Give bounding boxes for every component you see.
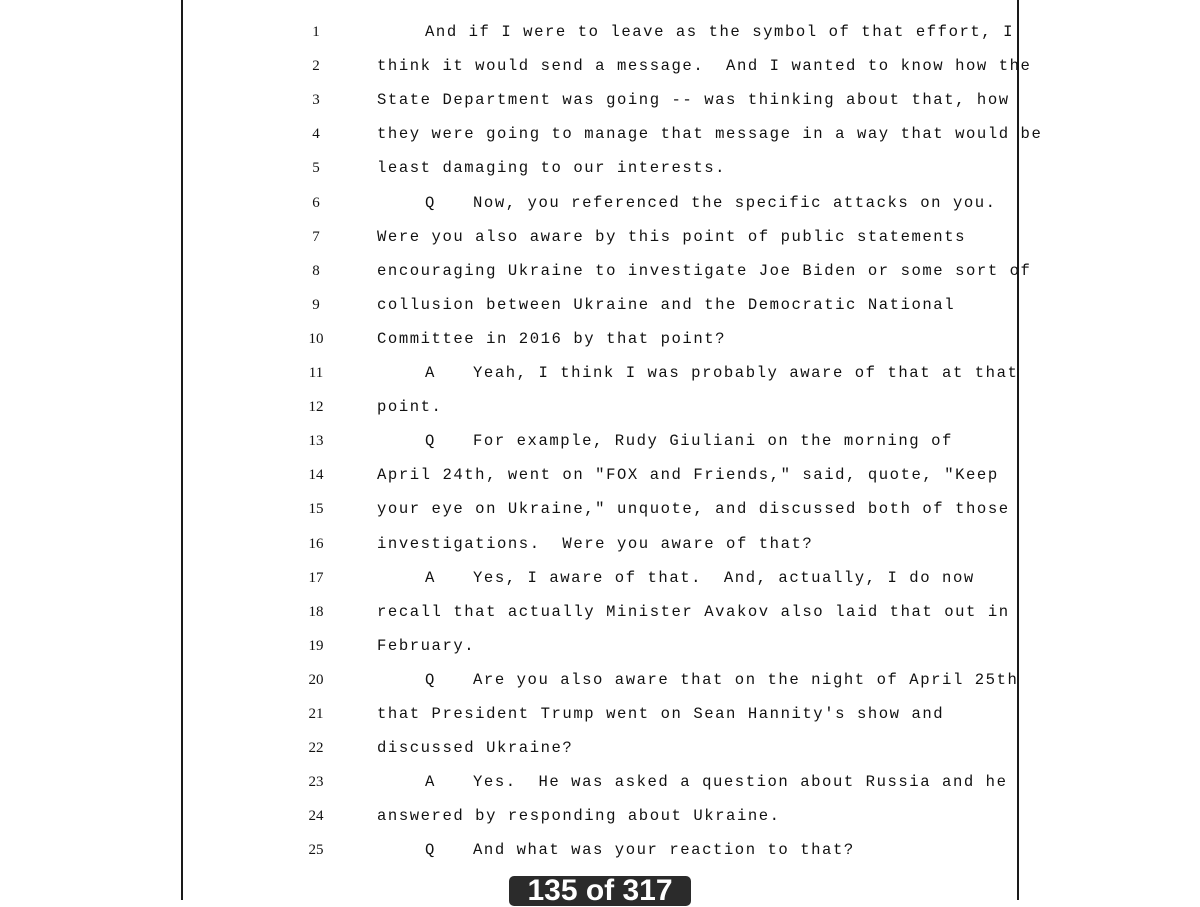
line-content: For example, Rudy Giuliani on the morning of [473, 432, 953, 451]
line-text [377, 56, 1031, 76]
speaker-label: Q [425, 432, 436, 451]
transcript-line [0, 840, 1200, 874]
line-content: your eye on Ukraine," unquote, and discussed both of those [377, 500, 1010, 519]
speaker-label: Q [425, 670, 436, 689]
line-text [425, 431, 953, 451]
line-number: 1 [312, 24, 320, 40]
transcript-line [0, 568, 1200, 602]
line-text [377, 124, 1042, 144]
line-number: 23 [308, 774, 324, 791]
line-content: they were going to manage that message in a way that would be [377, 125, 1043, 144]
transcript-line [0, 124, 1200, 158]
line-number: 7 [312, 228, 320, 245]
line-number: 10 [308, 330, 324, 347]
line-text [377, 738, 573, 758]
line-text [425, 772, 1007, 792]
line-number: 14 [308, 467, 324, 484]
line-content: think it would send a message. And I wanted to know how the [377, 57, 1032, 76]
transcript-line [0, 90, 1200, 124]
transcript-line [0, 158, 1200, 192]
line-number: 24 [308, 808, 324, 825]
line-content: Committee in 2016 by that point? [377, 329, 727, 348]
line-content: recall that actually Minister Avakov also laid that out in [377, 602, 1010, 621]
transcript-line [0, 499, 1200, 533]
line-number: 6 [312, 194, 320, 211]
transcript-line [0, 602, 1200, 636]
line-text [425, 193, 997, 213]
line-number: 25 [308, 842, 324, 859]
speaker-label: A [425, 773, 436, 792]
line-content: Now, you referenced the specific attacks on you. [473, 193, 997, 212]
line-content: State Department was going -- was thinking about that, how [377, 91, 1010, 110]
line-content: collusion between Ukraine and the Democratic National [377, 295, 956, 314]
transcript-line [0, 329, 1200, 363]
line-number: 4 [312, 126, 320, 143]
line-number: 22 [308, 740, 324, 757]
transcript-line [0, 363, 1200, 397]
line-text [377, 704, 944, 724]
line-number: 13 [308, 433, 324, 450]
line-content: that President Trump went on Sean Hannity's show and [377, 705, 945, 723]
line-number: 20 [308, 671, 324, 688]
transcript-line [0, 670, 1200, 704]
speaker-label: Q [425, 841, 436, 860]
line-number: 16 [308, 535, 324, 552]
speaker-label: A [425, 364, 436, 382]
line-number: 8 [312, 262, 320, 279]
line-number: 21 [308, 706, 324, 722]
transcript-line [0, 261, 1200, 295]
page-indicator: 135 of 317 [509, 876, 691, 906]
line-content: And if I were to leave as the symbol of that effort, I [425, 23, 1015, 41]
transcript-line [0, 431, 1200, 465]
line-text [377, 636, 475, 656]
transcript-line [0, 193, 1200, 227]
line-number: 17 [308, 569, 324, 586]
line-text [377, 534, 813, 554]
line-text [377, 295, 955, 315]
line-text [377, 227, 966, 247]
line-content: discussed Ukraine? [377, 739, 574, 758]
line-content: Yes. He was asked a question about Russia and he [473, 773, 1008, 792]
transcript-line [0, 636, 1200, 670]
transcript-line [0, 806, 1200, 840]
speaker-label: A [425, 568, 436, 587]
transcript-line [0, 22, 1200, 56]
line-content: point. [377, 398, 443, 417]
line-number: 3 [312, 92, 320, 109]
line-number: 12 [308, 399, 324, 416]
transcript-line [0, 56, 1200, 90]
line-text [425, 568, 975, 588]
line-text [377, 261, 1031, 281]
line-text [425, 22, 1014, 42]
line-text [377, 602, 1010, 622]
transcript-line [0, 704, 1200, 738]
line-text [377, 329, 726, 349]
line-text [425, 670, 1018, 690]
transcript-line [0, 227, 1200, 261]
line-content: encouraging Ukraine to investigate Joe Biden or some sort of [377, 261, 1032, 280]
line-text [377, 158, 726, 178]
line-content: April 24th, went on "FOX and Friends," said, quote, "Keep [377, 466, 999, 485]
transcript-line [0, 772, 1200, 806]
line-text [377, 90, 1010, 110]
line-number: 9 [312, 296, 320, 313]
line-text [425, 840, 855, 860]
line-text [377, 499, 1010, 519]
line-content: least damaging to our interests. [377, 159, 727, 178]
line-text [377, 397, 442, 417]
line-content: And what was your reaction to that? [473, 841, 855, 860]
line-content: Were you also aware by this point of public statements [377, 227, 967, 246]
speaker-label: Q [425, 193, 436, 212]
line-content: Yeah, I think I was probably aware of that at that [473, 364, 1019, 382]
line-content: February. [377, 636, 476, 655]
line-number: 11 [308, 365, 324, 381]
line-text [377, 465, 999, 485]
line-number: 18 [308, 603, 324, 620]
line-content: Yes, I aware of that. And, actually, I do now [473, 568, 975, 587]
transcript-line [0, 397, 1200, 431]
line-text [377, 806, 781, 826]
transcript-line [0, 465, 1200, 499]
transcript-line [0, 738, 1200, 772]
line-content: answered by responding about Ukraine. [377, 807, 781, 826]
line-number: 15 [308, 501, 324, 518]
line-number: 19 [308, 637, 324, 654]
transcript-line [0, 534, 1200, 568]
line-content: investigations. Were you aware of that? [377, 534, 814, 553]
transcript-line [0, 295, 1200, 329]
line-number: 5 [312, 160, 320, 177]
line-text [425, 363, 1018, 383]
line-number: 2 [312, 58, 320, 75]
line-content: Are you also aware that on the night of April 25th [473, 670, 1019, 689]
